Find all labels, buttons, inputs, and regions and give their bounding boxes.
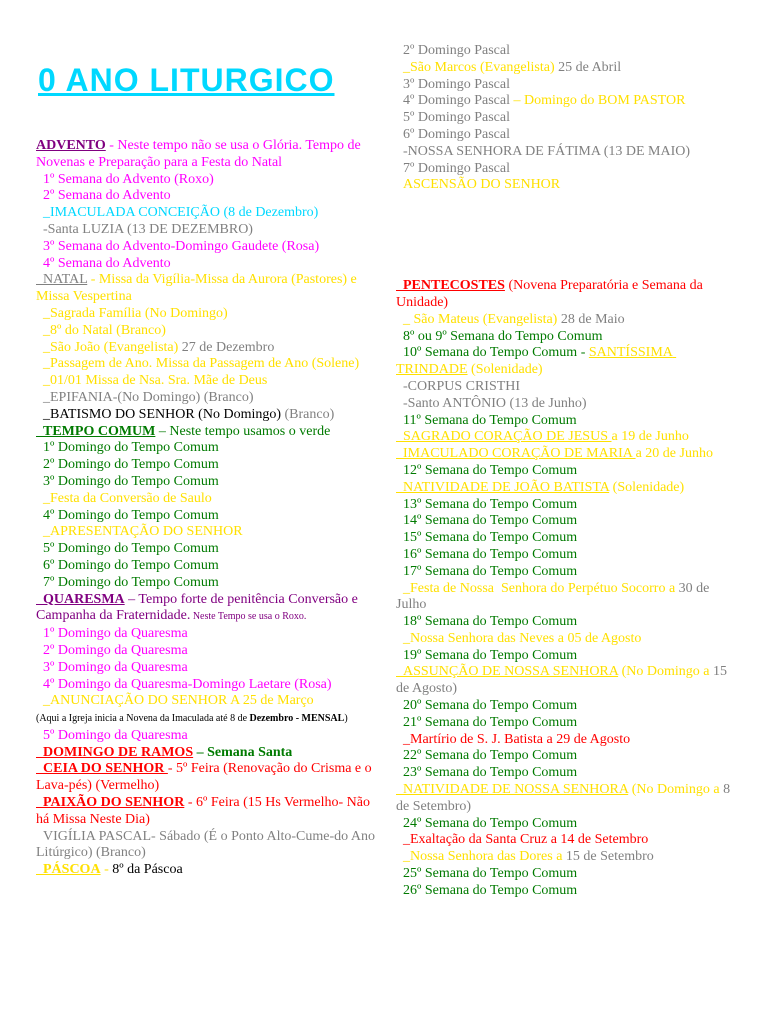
- entry-text: 2º Domingo Pascal: [396, 43, 510, 58]
- entry-text: 4º Domingo da Quaresma-Domingo Laetare (Rosa): [36, 676, 332, 692]
- calendar-entry: [396, 480, 736, 497]
- entry-text: _BATISMO DO SENHOR (No Domingo): [36, 406, 282, 422]
- entry-text: 1º Domingo da Quaresma: [36, 626, 188, 642]
- entry-text: _Festa da Conversão de Saulo: [36, 490, 212, 506]
- calendar-entry: [396, 413, 736, 430]
- calendar-entry: [36, 862, 376, 879]
- page-title: 0 ANO LITURGICO: [38, 62, 335, 98]
- entry-text: Dezembro - MENSAL: [249, 713, 345, 725]
- entry-text: 2º Domingo da Quaresma: [36, 642, 188, 658]
- entry-text: 15 de Setembro: [565, 849, 654, 865]
- left-column: [36, 138, 379, 879]
- calendar-entry: [396, 715, 736, 732]
- blank-line: [396, 261, 736, 278]
- entry-text: DOMINGO DE RAMOS: [36, 744, 194, 760]
- calendar-entry: [396, 866, 736, 883]
- entry-text: _APRESENTAÇÃO DO SENHOR: [36, 524, 243, 540]
- entry-text: – Tempo forte de penitência Conversão e Campanha da Fraternidade.: [36, 591, 362, 624]
- entry-text: 15 de Agosto): [396, 664, 731, 697]
- entry-text: (No Domingo a: [618, 664, 713, 680]
- entry-text: 11º Semana do Tempo Comum: [396, 412, 577, 428]
- entry-text: 3º Domingo do Tempo Comum: [36, 473, 219, 489]
- calendar-entry: [396, 631, 736, 648]
- entry-text: 7º Domingo Pascal: [396, 160, 510, 176]
- entry-text: 20º Semana do Tempo Comum: [396, 698, 578, 714]
- entry-text: 10º Semana do Tempo Comum: [396, 345, 578, 361]
- calendar-entry: [36, 626, 376, 643]
- entry-text: -CORPUS CRISTHI: [396, 378, 521, 394]
- entry-text: 19º Semana do Tempo Comum: [396, 647, 578, 663]
- calendar-entry: [36, 256, 376, 273]
- calendar-entry: [36, 407, 376, 424]
- calendar-entry: [396, 60, 736, 77]
- entry-text: 7º Domingo do Tempo Comum: [36, 574, 219, 590]
- entry-text: _São Marcos (Evangelista): [396, 59, 555, 75]
- calendar-entry: [396, 832, 736, 849]
- entry-text: PENTECOSTES: [396, 278, 505, 294]
- entry-text: ): [344, 713, 348, 725]
- calendar-entry: [396, 429, 736, 446]
- calendar-entry: [396, 782, 736, 816]
- entry-text: CEIA DO SENHOR: [36, 761, 168, 777]
- entry-text: 25 de Abril: [554, 59, 622, 75]
- calendar-entry: [36, 340, 376, 357]
- calendar-entry: [396, 849, 736, 866]
- calendar-entry: [396, 547, 736, 564]
- entry-text: - Neste tempo não se usa o Glória. Tempo de Novenas e Preparação para a Festa do Natal: [36, 138, 365, 170]
- calendar-entry: [396, 110, 736, 127]
- entry-text: _Nossa Senhora das Dores a: [396, 849, 566, 865]
- entry-text: 23º Semana do Tempo Comum: [396, 765, 578, 781]
- entry-text: 18º Semana do Tempo Comum: [396, 614, 578, 630]
- calendar-entry: [36, 239, 376, 256]
- calendar-entry: [396, 144, 736, 161]
- calendar-entry: [36, 761, 376, 795]
- entry-text: 13º Semana do Tempo Comum: [396, 496, 578, 512]
- entry-text: NATIVIDADE DE JOÃO BATISTA: [396, 479, 610, 495]
- calendar-entry: [396, 614, 736, 631]
- entry-text: ASCENSÃO DO SENHOR: [396, 177, 561, 193]
- calendar-entry: [36, 677, 376, 694]
- calendar-entry: [396, 278, 736, 312]
- calendar-entry: [396, 463, 736, 480]
- entry-text: - 6º Feira (15 Hs Vermelho- Não há Missa Neste Dia): [36, 795, 374, 827]
- calendar-entry: [36, 440, 376, 457]
- calendar-entry: [36, 373, 376, 390]
- calendar-entry: [36, 660, 376, 677]
- calendar-entry: [396, 497, 736, 514]
- entry-text: -: [577, 345, 589, 361]
- entry-text: 2º Domingo do Tempo Comum: [36, 457, 219, 473]
- entry-text: _01/01 Missa de Nsa. Sra. Mãe de Deus: [36, 373, 268, 389]
- entry-text: 3º Semana do Advento-Domingo Gaudete (Rosa): [36, 238, 320, 254]
- calendar-entry: [396, 77, 736, 94]
- entry-text: _Martírio de S. J. Batista a 29 de Agosto: [396, 731, 631, 747]
- entry-text: (Solenidade): [609, 479, 685, 495]
- entry-text: 22º Semana do Tempo Comum: [396, 748, 578, 764]
- calendar-entry: [36, 457, 376, 474]
- calendar-entry: [396, 816, 736, 833]
- entry-text: -Santo ANTÔNIO (13 de Junho): [396, 395, 587, 411]
- blank-line: [396, 194, 736, 211]
- entry-text: (Novena Preparatória e Semana da Unidade): [396, 278, 707, 310]
- calendar-entry: [396, 93, 736, 110]
- entry-text: (Branco): [281, 406, 335, 422]
- calendar-entry: [36, 424, 376, 441]
- entry-text: (Solenidade): [467, 362, 543, 378]
- entry-text: _Festa de Nossa Senhora do Perpétuo Socorro a: [396, 580, 679, 596]
- entry-text: _8º do Natal (Branco): [36, 322, 166, 338]
- calendar-entry: [396, 530, 736, 547]
- entry-text: 8º da Páscoa: [112, 862, 183, 878]
- entry-text: 26º Semana do Tempo Comum: [396, 882, 578, 898]
- calendar-entry: [36, 828, 379, 863]
- calendar-entry: [36, 575, 376, 592]
- entry-text: - Missa da Vigília-Missa da Aurora (Pastores) e Missa Vespertina: [36, 272, 361, 305]
- entry-text: _EPIFANIA-(No Domingo) (Branco): [36, 389, 254, 405]
- entry-text: 6º Domingo Pascal: [396, 126, 510, 142]
- calendar-entry: [396, 127, 736, 144]
- calendar-entry: [36, 390, 376, 407]
- entry-text: NATAL: [36, 272, 88, 288]
- entry-text: - 5º Feira (Renovação do Crisma e o Lava-pés) (Vermelho): [36, 761, 376, 794]
- calendar-entry: [36, 272, 376, 306]
- entry-text: PÁSCOA: [36, 862, 101, 878]
- calendar-entry: [396, 161, 736, 178]
- entry-text: _São João (Evangelista): [36, 339, 179, 355]
- calendar-entry: [396, 345, 736, 379]
- entry-text: TEMPO COMUM: [36, 423, 156, 439]
- entry-text: 8 de Setembro): [396, 782, 734, 814]
- entry-text: ADVENTO: [36, 138, 106, 153]
- entry-text: _IMACULADA CONCEIÇÃO (8 de Dezembro): [36, 205, 319, 221]
- entry-text: 5º Domingo Pascal: [396, 110, 510, 126]
- entry-text: _Nossa Senhora das Neves a 05 de Agosto: [396, 630, 642, 646]
- calendar-entry: [36, 693, 376, 710]
- calendar-entry: [396, 446, 736, 463]
- calendar-entry: [36, 524, 376, 541]
- entry-text: 21º Semana do Tempo Comum: [396, 714, 578, 730]
- entry-text: a 19 de Junho: [611, 429, 689, 445]
- calendar-entry: [36, 558, 376, 575]
- calendar-entry: [36, 491, 376, 508]
- entry-text: (Aqui a Igreja inicia a Novena da Imaculada até 8 de: [36, 713, 250, 725]
- entry-text: _Sagrada Família (No Domingo): [36, 305, 228, 321]
- entry-text: 1º Domingo do Tempo Comum: [36, 440, 219, 456]
- calendar-entry: [396, 581, 736, 615]
- calendar-entry: [36, 306, 376, 323]
- calendar-entry: [396, 765, 736, 782]
- entry-text: IMACULADO CORAÇÃO DE MARIA: [396, 446, 636, 462]
- calendar-entry: [396, 312, 736, 329]
- entry-text: 5º Domingo da Quaresma: [36, 727, 188, 743]
- calendar-entry: [396, 648, 736, 665]
- calendar-entry: [36, 205, 376, 222]
- entry-text: _ANUNCIAÇÃO DO SENHOR A 25 de Março: [36, 693, 314, 709]
- calendar-entry: [396, 379, 736, 396]
- entry-text: SAGRADO CORAÇÃO DE JESUS: [396, 429, 612, 445]
- calendar-entry: [396, 43, 736, 60]
- calendar-entry: [36, 592, 376, 627]
- entry-text: Neste Tempo se usa o Roxo.: [190, 611, 307, 623]
- entry-text: 15º Semana do Tempo Comum: [396, 530, 578, 546]
- entry-text: 25º Semana do Tempo Comum: [396, 866, 578, 882]
- entry-text: 8º ou 9º Semana do Tempo Comum: [396, 328, 603, 344]
- entry-text: 17º Semana do Tempo Comum: [396, 563, 578, 579]
- entry-text: _ São Mateus (Evangelista): [396, 311, 558, 327]
- entry-text: -Santa LUZIA (13 DE DEZEMBRO): [36, 221, 253, 237]
- entry-text: 14º Semana do Tempo Comum: [396, 513, 578, 529]
- entry-text: 30 de Julho: [396, 580, 713, 613]
- entry-text: – Neste tempo usamos o verde: [155, 423, 331, 439]
- entry-text: PAIXÃO DO SENHOR: [36, 795, 185, 811]
- entry-text: 3º Domingo da Quaresma: [36, 659, 188, 675]
- entry-text: a 20 de Junho: [635, 446, 713, 462]
- calendar-entry: [36, 222, 376, 239]
- entry-text: - Sábado (É o Ponto Alto-Cume-do Ano Litúrgico) (Branco): [36, 828, 379, 861]
- calendar-entry: [36, 541, 376, 558]
- calendar-entry: [396, 664, 736, 698]
- entry-text: _Passagem de Ano. Missa da Passagem de Ano (Solene): [36, 356, 360, 372]
- entry-text: 4º Semana do Advento: [36, 255, 171, 271]
- calendar-entry: [396, 396, 736, 413]
- entry-text: 2º Semana do Advento: [36, 188, 171, 204]
- entry-text: NATIVIDADE DE NOSSA SENHORA: [396, 782, 629, 798]
- entry-text: 28 de Maio: [557, 311, 625, 327]
- calendar-entry: [396, 177, 736, 194]
- calendar-entry: [396, 329, 736, 346]
- calendar-entry: [36, 745, 376, 762]
- calendar-entry: [36, 728, 376, 745]
- entry-text: 12º Semana do Tempo Comum: [396, 462, 578, 478]
- entry-text: 16º Semana do Tempo Comum: [396, 546, 578, 562]
- entry-text: -: [100, 862, 113, 878]
- calendar-entry: [36, 795, 376, 829]
- calendar-entry: [396, 564, 736, 581]
- blank-line: [396, 228, 736, 245]
- calendar-entry: [36, 172, 376, 189]
- entry-text: 6º Domingo do Tempo Comum: [36, 557, 219, 573]
- calendar-entry: [36, 710, 376, 728]
- calendar-entry: [36, 474, 376, 491]
- entry-text: _Exaltação da Santa Cruz a 14 de Setembro: [396, 832, 649, 848]
- entry-text: 24º Semana do Tempo Comum: [396, 815, 578, 831]
- entry-text: -NOSSA SENHORA DE FÁTIMA (13 DE MAIO): [396, 143, 691, 159]
- entry-text: VIGÍLIA PASCAL: [36, 828, 151, 844]
- calendar-entry: [36, 188, 376, 205]
- entry-text: – Semana Santa: [193, 744, 293, 760]
- entry-text: 3º Domingo Pascal: [396, 76, 510, 92]
- entry-text: – Domingo do BOM PASTOR: [510, 93, 686, 109]
- blank-line: [396, 211, 736, 228]
- calendar-entry: [36, 323, 376, 340]
- entry-text: 5º Domingo do Tempo Comum: [36, 541, 219, 557]
- calendar-entry: [396, 513, 736, 530]
- entry-text: ASSUNÇÃO DE NOSSA SENHORA: [396, 664, 619, 680]
- right-column: [396, 43, 736, 900]
- entry-text: 4º Domingo Pascal: [396, 93, 510, 109]
- calendar-entry: [36, 356, 376, 373]
- calendar-entry: [36, 643, 376, 660]
- entry-text: 4º Domingo do Tempo Comum: [36, 507, 219, 523]
- entry-text: QUARESMA: [36, 591, 125, 607]
- calendar-entry: [396, 748, 736, 765]
- calendar-entry: [396, 698, 736, 715]
- entry-text: 27 de Dezembro: [178, 339, 275, 355]
- entry-text: SANTÍSSIMA TRINDADE: [396, 345, 677, 378]
- entry-text: 1º Semana do Advento (Roxo): [36, 171, 214, 187]
- calendar-entry: [396, 732, 736, 749]
- entry-text: (No Domingo a: [628, 782, 724, 798]
- blank-line: [396, 245, 736, 262]
- calendar-entry: [396, 883, 736, 900]
- calendar-entry: [36, 508, 376, 525]
- calendar-entry: [36, 138, 376, 172]
